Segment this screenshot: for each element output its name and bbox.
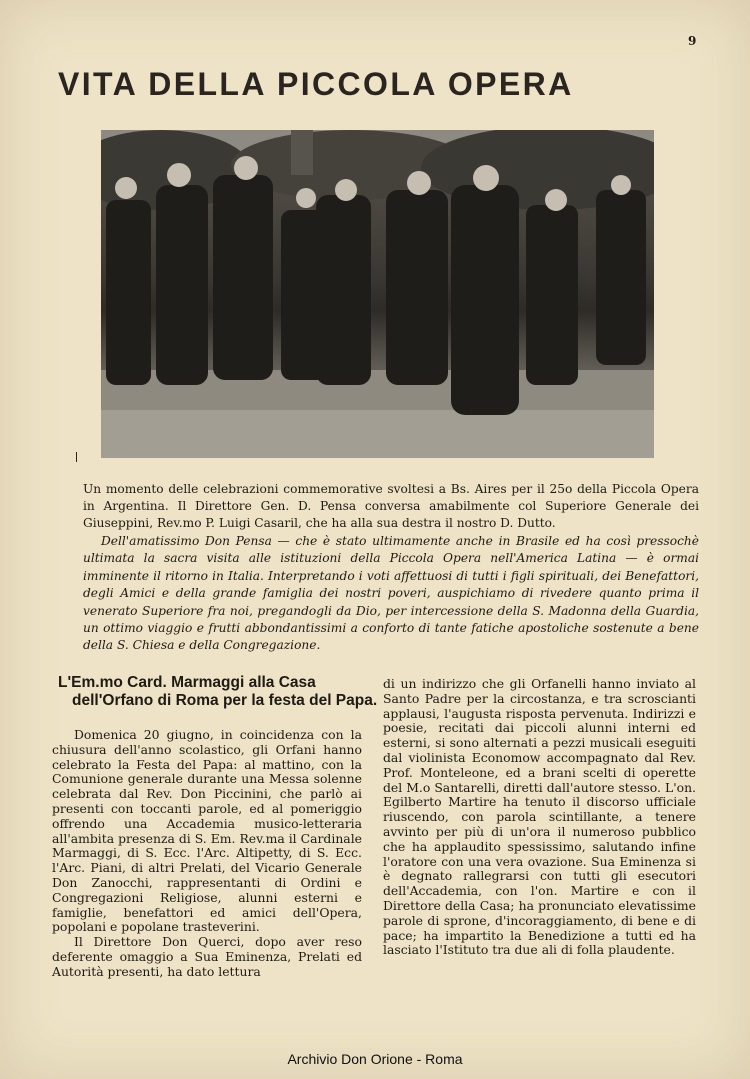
article-heading: L'Em.mo Card. Marmaggi alla Casa dell'Orfano di Roma per la festa del Papa. — [58, 674, 378, 709]
article-paragraph: di un indirizzo che gli Orfanelli hanno inviato al Santo Padre per la circostanza, e tra scroscianti applausi, l'augusta risposta pervenuta. Indirizzi e poesie, recitati dai piccoli alunni interni ed esterni, si sono alternati a pezzi musicali eseguiti dal violinista Economow accompagnato dal Rev. Prof. Monteleone, ed a brani scelti di operette del M.o Santarelli, diretti dall'autore stesso. L'on. Egilberto Martire ha tenuto il discorso ufficiale riuscendo, con parola scintillante, a tenere avvinto per più di un'ora il numeroso pubblico che ha applaudito spessissimo, salutando infine l'oratore con una vera ovazione. Sua Eminenza si è degnato rallegrarsi con tutti gli esecutori dell'Accademia, con l'on. Martire e con il Direttore della Casa; ha pronunciato elevatissime parole di sprone, d'incoraggiamento, di bene e di pace; ha impartito la Benedizione a tutti ed ha lasciato l'Istituto tra due ali di folla plaudente. — [383, 676, 696, 958]
article-column-right — [383, 677, 696, 958]
page-number: 9 — [688, 34, 697, 48]
print-mark — [76, 452, 77, 462]
archive-footer: Archivio Don Orione - Roma — [287, 1051, 463, 1067]
article-paragraph: Domenica 20 giugno, in coincidenza con la chiusura dell'anno scolastico, gli Orfani hanno celebrato la Festa del Papa: al mattino, con la Comunione generale durante una Messa solenne celebrata dal Rev. Don Piccinini, che parlò ai presenti con toccanti parole, ed al pomeriggio offrendo una Accademia musico-letteraria all'ambita presenza di S. Em. Rev.ma il Cardinale Marmaggi, di S. Ecc. l'Arc. Altipetty, di S. Ecc. l'Arc. Piani, di altri Prelati, del Vicario Generale Don Zanocchi, rappresentanti di Ordini e Congregazioni Religiose, alunni esterni e famiglie, benefattori ed amici dell'Opera, popolani e popolane trasteverini. — [52, 727, 362, 935]
photo-caption: Un momento delle celebrazioni commemorative svoltesi a Bs. Aires per il 25o della Piccola Opera in Argentina. Il Direttore Gen. D. Pensa conversa amabilmente col Superiore Generale dei Giuseppini, Rev.mo P. Luigi Casaril, che ha alla sua destra il nostro D. Dutto. — [83, 482, 699, 531]
page-title: VITA DELLA PICCOLA OPERA — [58, 66, 574, 102]
photo-group-priests — [101, 130, 654, 458]
article-paragraph: Il Direttore Don Querci, dopo aver reso deferente omaggio a Sua Eminenza, Prelati ed Autorità presenti, ha dato lettura — [52, 934, 362, 979]
caption-note: Dell'amatissimo Don Pensa — che è stato ultimamente anche in Brasile ed ha così pressochè ultimata la sacra visita alle istituzioni della Piccola Opera nell'America Latina — è ormai imminente il ritorno in Italia. Interpretando i voti affettuosi di tutti i figli spirituali, dei Benefattori, degli Amici e della grande famiglia dei nostri poveri, auspichiamo di rivedere quanto prima il venerato Superiore fra noi, pregandogli da Dio, per intercessione della S. Madonna della Guardia, un ottimo viaggio e frutti abbondantissimi a conforto di tante fatiche apostoliche sostenute a bene della S. Chiesa e della Congregazione. — [83, 534, 699, 653]
photo-illustration — [101, 130, 654, 458]
article-column-left — [52, 728, 362, 980]
